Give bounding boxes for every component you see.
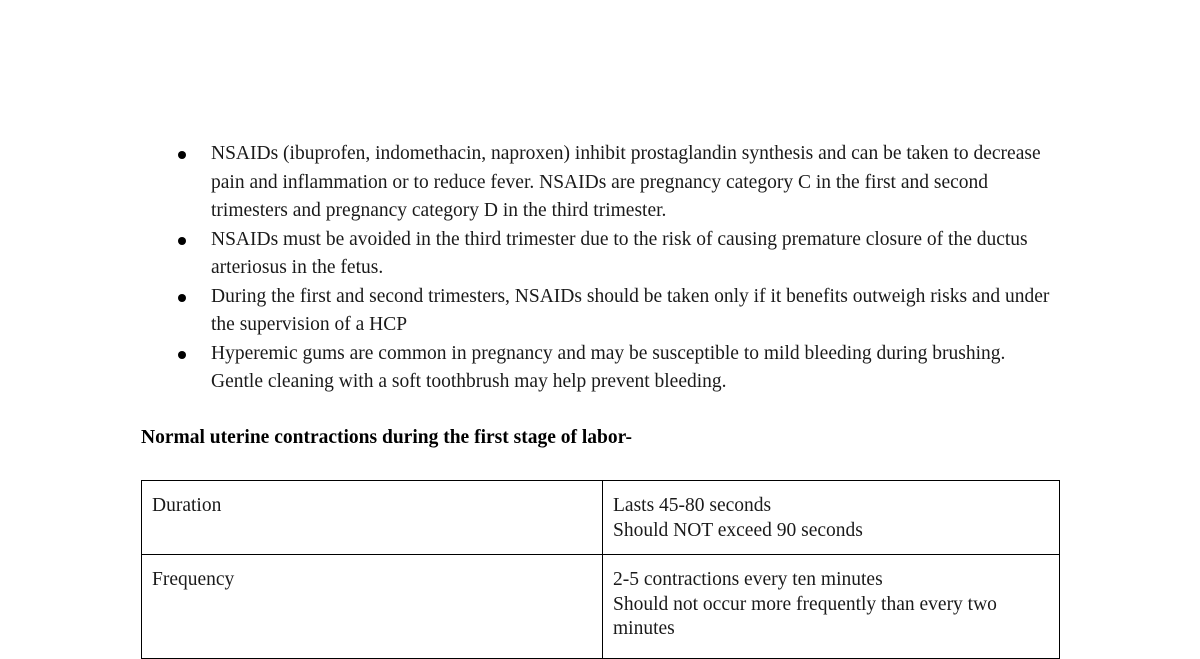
section-heading: Normal uterine contractions during the first stage of labor- <box>141 427 633 448</box>
row-label: Duration <box>152 495 222 516</box>
cell-line: Should NOT exceed 90 seconds <box>613 519 863 541</box>
bullet-text: Hyperemic gums are common in pregnancy and may be susceptible to mild bleeding during brushing. Gentle cleaning with a soft toothbrush may help prevent bleeding. <box>211 342 1006 392</box>
cell-line: Lasts 45-80 seconds <box>613 495 772 516</box>
contractions-table <box>141 480 1060 659</box>
bullet-dot-icon <box>178 294 186 302</box>
bullet-dot-icon <box>178 351 186 359</box>
table-row <box>142 481 1060 555</box>
cell-line: Should not occur more frequently than every two minutes <box>613 593 997 639</box>
table-cell-label <box>142 481 603 555</box>
bullet-text: During the first and second trimesters, NSAIDs should be taken only if it benefits outweigh risks and under the supervision of a HCP <box>211 285 1050 335</box>
bullet-text: NSAIDs must be avoided in the third trimester due to the risk of causing premature closure of the ductus arteriosus in the fetus. <box>211 228 1028 278</box>
table-cell-label <box>142 555 603 659</box>
bullet-item <box>211 140 1061 226</box>
bullet-text: NSAIDs (ibuprofen, indomethacin, naproxen) inhibit prostaglandin synthesis and can be taken to decrease pain and inflammation or to reduce fever. NSAIDs are pregnancy category C in the first and second trimesters and pregnancy category D in the third trimester. <box>211 143 1041 221</box>
bullet-dot-icon <box>178 237 186 245</box>
table-row <box>142 555 1060 659</box>
row-label: Frequency <box>152 569 235 590</box>
bullet-dot-icon <box>178 151 186 159</box>
bullet-item <box>211 340 1061 397</box>
cell-line: 2-5 contractions every ten minutes <box>613 569 883 590</box>
bullet-item <box>211 283 1061 340</box>
bullet-item <box>211 226 1061 283</box>
table-cell-value <box>603 481 1060 555</box>
table-cell-value <box>603 555 1060 659</box>
bullet-list <box>211 140 1061 397</box>
